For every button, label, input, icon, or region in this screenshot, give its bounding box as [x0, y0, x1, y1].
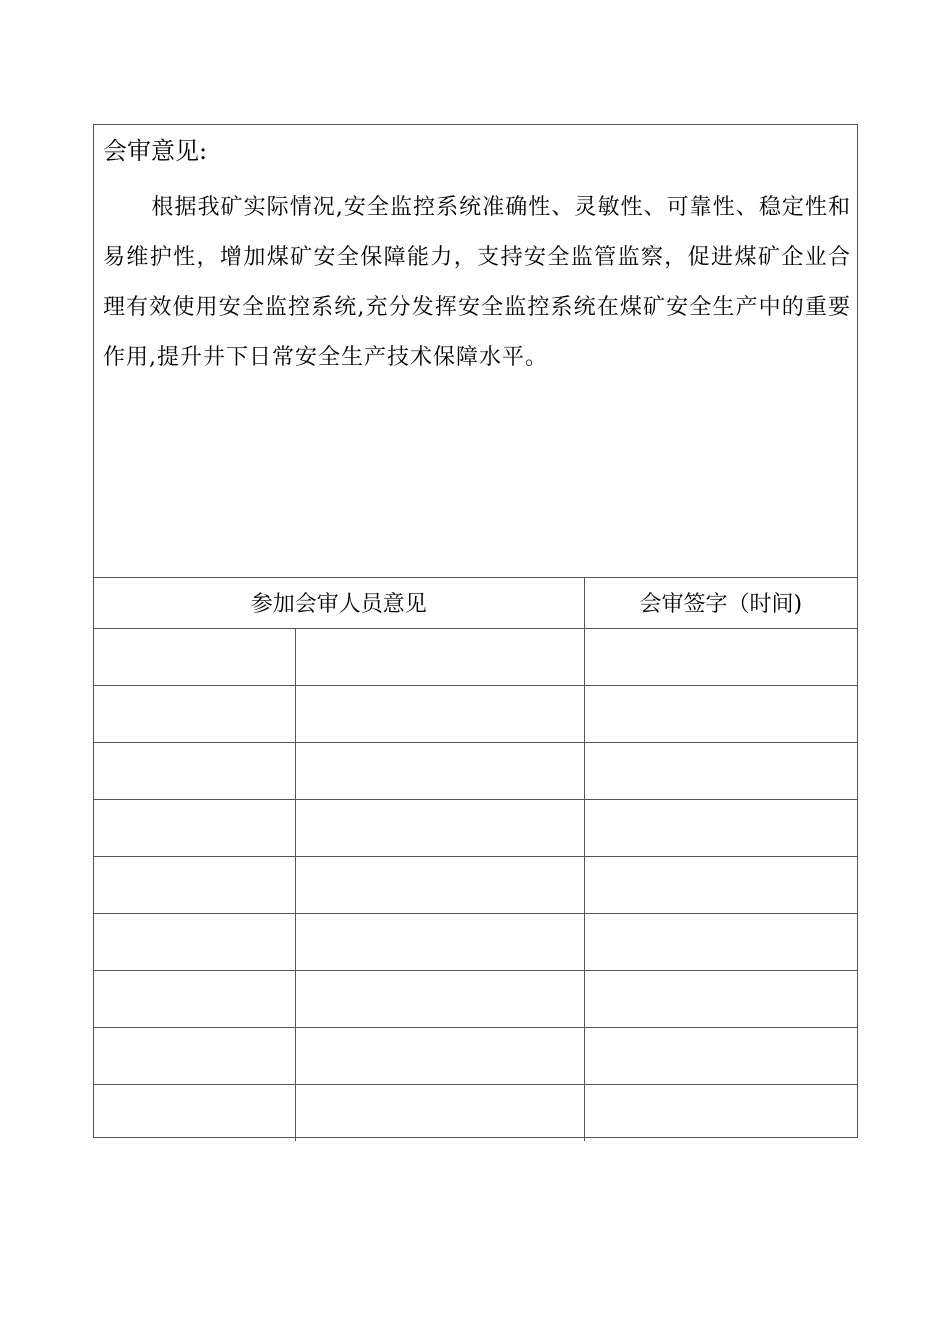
section-title: 会审意见:	[103, 137, 208, 165]
table-row	[94, 856, 857, 913]
table-row	[94, 1084, 857, 1141]
review-table	[94, 578, 857, 1141]
participant-name-cell[interactable]	[94, 799, 295, 856]
participant-name-cell[interactable]	[94, 970, 295, 1027]
opinion-section	[94, 125, 857, 578]
signature-cell[interactable]	[584, 628, 857, 685]
participant-opinion-cell[interactable]	[295, 685, 584, 742]
table-row	[94, 970, 857, 1027]
table-header-row	[94, 578, 857, 628]
participant-opinion-cell[interactable]	[295, 970, 584, 1027]
participant-opinion-cell[interactable]	[295, 742, 584, 799]
table-row	[94, 685, 857, 742]
table-row	[94, 628, 857, 685]
participant-name-cell[interactable]	[94, 1027, 295, 1084]
table-row	[94, 913, 857, 970]
signature-cell[interactable]	[584, 856, 857, 913]
signature-cell[interactable]	[584, 970, 857, 1027]
signature-cell[interactable]	[584, 742, 857, 799]
opinion-body-text: 根据我矿实际情况,安全监控系统准确性、灵敏性、可靠性、稳定性和易维护性，增加煤矿安全保障能力，支持安全监管监察，促进煤矿企业合理有效使用安全监控系统,充分发挥安全监控系统在煤矿安全生产中的重要作用,提升井下日常安全生产技术保障水平。	[103, 195, 851, 370]
participant-opinion-cell[interactable]	[295, 1027, 584, 1084]
participant-opinion-cell[interactable]	[295, 1084, 584, 1141]
participant-name-cell[interactable]	[94, 856, 295, 913]
signature-cell[interactable]	[584, 1027, 857, 1084]
participant-opinion-cell[interactable]	[295, 856, 584, 913]
table-row	[94, 742, 857, 799]
participant-name-cell[interactable]	[94, 685, 295, 742]
participant-name-cell[interactable]	[94, 628, 295, 685]
participant-name-cell[interactable]	[94, 1084, 295, 1141]
header-signature-time: 会审签字（时间)	[584, 578, 857, 628]
signature-cell[interactable]	[584, 1084, 857, 1141]
table-row	[94, 1027, 857, 1084]
signature-cell[interactable]	[584, 913, 857, 970]
signature-cell[interactable]	[584, 799, 857, 856]
signature-cell[interactable]	[584, 685, 857, 742]
participant-opinion-cell[interactable]	[295, 628, 584, 685]
participant-name-cell[interactable]	[94, 742, 295, 799]
table-row	[94, 799, 857, 856]
header-participant-opinion: 参加会审人员意见	[94, 578, 584, 628]
participant-opinion-cell[interactable]	[295, 913, 584, 970]
participant-opinion-cell[interactable]	[295, 799, 584, 856]
participant-name-cell[interactable]	[94, 913, 295, 970]
review-form	[93, 124, 858, 1138]
